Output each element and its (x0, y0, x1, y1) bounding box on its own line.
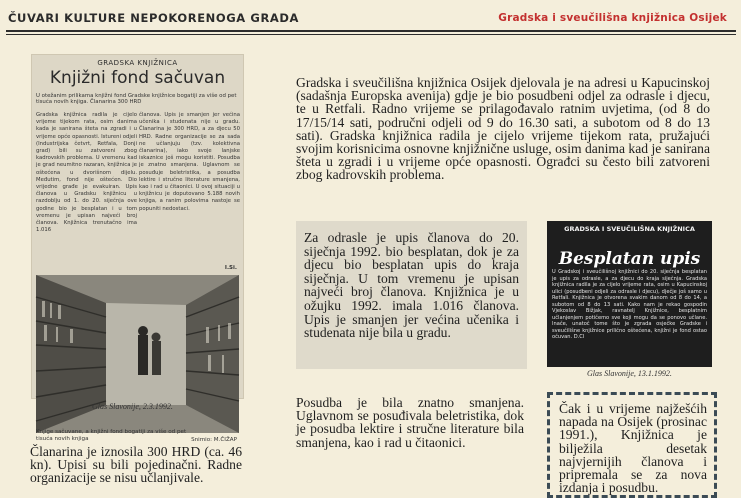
page-header (0, 0, 741, 38)
membership-note-text: Za odrasle je upis članova do 20. siječnja 1992. bio besplatan, dok je za djecu bio besplatan upis do kraja siječnja. U tom vremenu je upisan najveći broj članova. Knjižnica je u ožujku 1992. imala 1.016 članova. Upis je smanjen jer većina učenika i studenata nije bila u gradu. (304, 230, 519, 341)
header-right-title: Gradska i sveučilišna knjižnica Osijek (498, 12, 727, 24)
clipping-signature: I.Si. (224, 265, 237, 271)
clipping-column-right: članova. Upis je smanjen jer većina učenika i studenata nije u gradu. Članarina je 300 HRD, a za djecu 50 HRD. Radne organizacije se za sada ne učlanjuju (tzv. kolektivna članarina), iako svoje lanjske iskaznice još mogu koristiti. Posudba je znatno smanjena. Uglavnom se posuđuje beletristika, a posudba lektire i stručne literature smanjena, kao i rad u čitaonici. U ovoj situaciji u knjižnicu je doputovano 5.188 novih knjiga, a ranim polovima nastoje se popuniti nedostaci. (139, 112, 240, 212)
photo-credit: Snimio: M.ČIŽAP (191, 437, 237, 443)
membership-note-box (296, 221, 527, 369)
membership-fee-paragraph: Članarina je iznosila 300 HRD (ca. 46 kn). Upisi su bili pojedinačni. Radne organizacije se nisu učlanjivale. (30, 444, 242, 486)
clipping-body: U Gradskoj i sveučilišnoj knjižnici do 20. siječnja besplatan je upis za odrasle, a za djecu do kraja siječnja. Gradska knjižnica radila je za cijelo vrijeme rata, osim u Kapucinskoj ulici (posudbeni odjeli za odrasle i djecu), dječje još samo u Retfali. Knjižnica je otvorena svakim danom od 8 do 14, a subotom od 8 do 13 sati. Kako nam je rekao gospodin Vjekoslav Bižjak, ravnatelj Knjižnice, besplatnim učlanjenjem potičemo sve koji mogu da se ponovo učlane. Inače, unatoč tome što je zgrada osječke Gradske i sveučilišne knjižnice prilično oštećena, knjižni je fond ostao očuvan. D.Cl (552, 269, 707, 340)
dashed-note-box (547, 392, 717, 498)
photo-caption: Knjige sačuvane, a knjižni fond bogatiji za više od pet tisuća novih knjiga (36, 429, 187, 442)
lending-paragraph: Posudba je bila znatno smanjena. Uglavnom se posuđivala beletristika, dok je posudba lektire i stručne literature bila smanjena, kao i rad u čitaonici. (296, 395, 524, 450)
clipping-column-left: Gradska knjižnica radila je cijelo vrijeme tijekom rata, osim danima kada je sanirana šteta na zgradi i u vrijeme opće opasnosti. Istureni odjeli (Industrijska četvrt, Retfala, Donji grad) bili su zatvoreni zbog kadrovskih problema. U vremenu kad je grad neumitno razaran, knjižnica je oštećena u dvorišnom dijelu. Međutim, fond nije oštećen. Dio vrijedne građe je evakuiran. Upis članova u Gradsku knjižnicu u razdoblju od 1. do 20. siječnja ove godine bio je besplatan i u tom vremenu je upisan najveći broj članova. Knjižnica trenutačno ima 1.016 (36, 112, 137, 234)
header-left-title: ČUVARI KULTURE NEPOKORENOGA GRADA (8, 11, 300, 25)
clipping-kicker: GRADSKA KNJIŽNICA (97, 59, 178, 67)
dashed-note-text: Čak i u vrijeme najžešćih napada na Osijek (prosinac 1991.), Knjižnica je bilježila desetak najvjernijih članova i pripremala se za nova izdanja i posudbu. (559, 401, 707, 496)
clipping-source-1: Glas Slavonije, 2.3.1992. (92, 402, 173, 411)
header-rule-thick (6, 30, 736, 32)
clipping-headline: Knjižni fond sačuvan (49, 68, 226, 88)
header-rule-thin (6, 34, 736, 35)
newspaper-clipping-besplatan-upis (547, 221, 712, 367)
clipping-lead: U otežanim prilikama knjižni fond Gradske knjižnice bogatiji za više od pet tisuća novih knjiga. Članarina 300 HRD (36, 93, 237, 106)
clipping-kicker: GRADSKA I SVEUČILIŠNA KNJIŽNICA (564, 225, 695, 233)
intro-paragraph: Gradska i sveučilišna knjižnica Osijek djelovala je na adresi u Kapucinskoj (sadašnja Europska avenija) gdje je bio posudbeni odjel za odrasle i djecu, te u Retfali. Radno vrijeme se prilagođavalo ratnim uvjetima, (od 8 do 17/15/14 sati, područni odjeli od 9 do 16.30 sati, a subotom od 8 do 13 sati). Gradska knjižnica radila je cijelo vrijeme tijekom rata, pružajući svojim korisnicima osnovne knjižnične usluge, osim danima kad je sanirana šteta u zgradi i u vrijeme opće opasnosti. Ograđci su često bili zatvoreni zbog kadrovskih problema. (296, 75, 710, 183)
clipping-source-2: Glas Slavonije, 13.1.1992. (587, 369, 672, 378)
clipping-headline: Besplatan upis (558, 249, 701, 269)
